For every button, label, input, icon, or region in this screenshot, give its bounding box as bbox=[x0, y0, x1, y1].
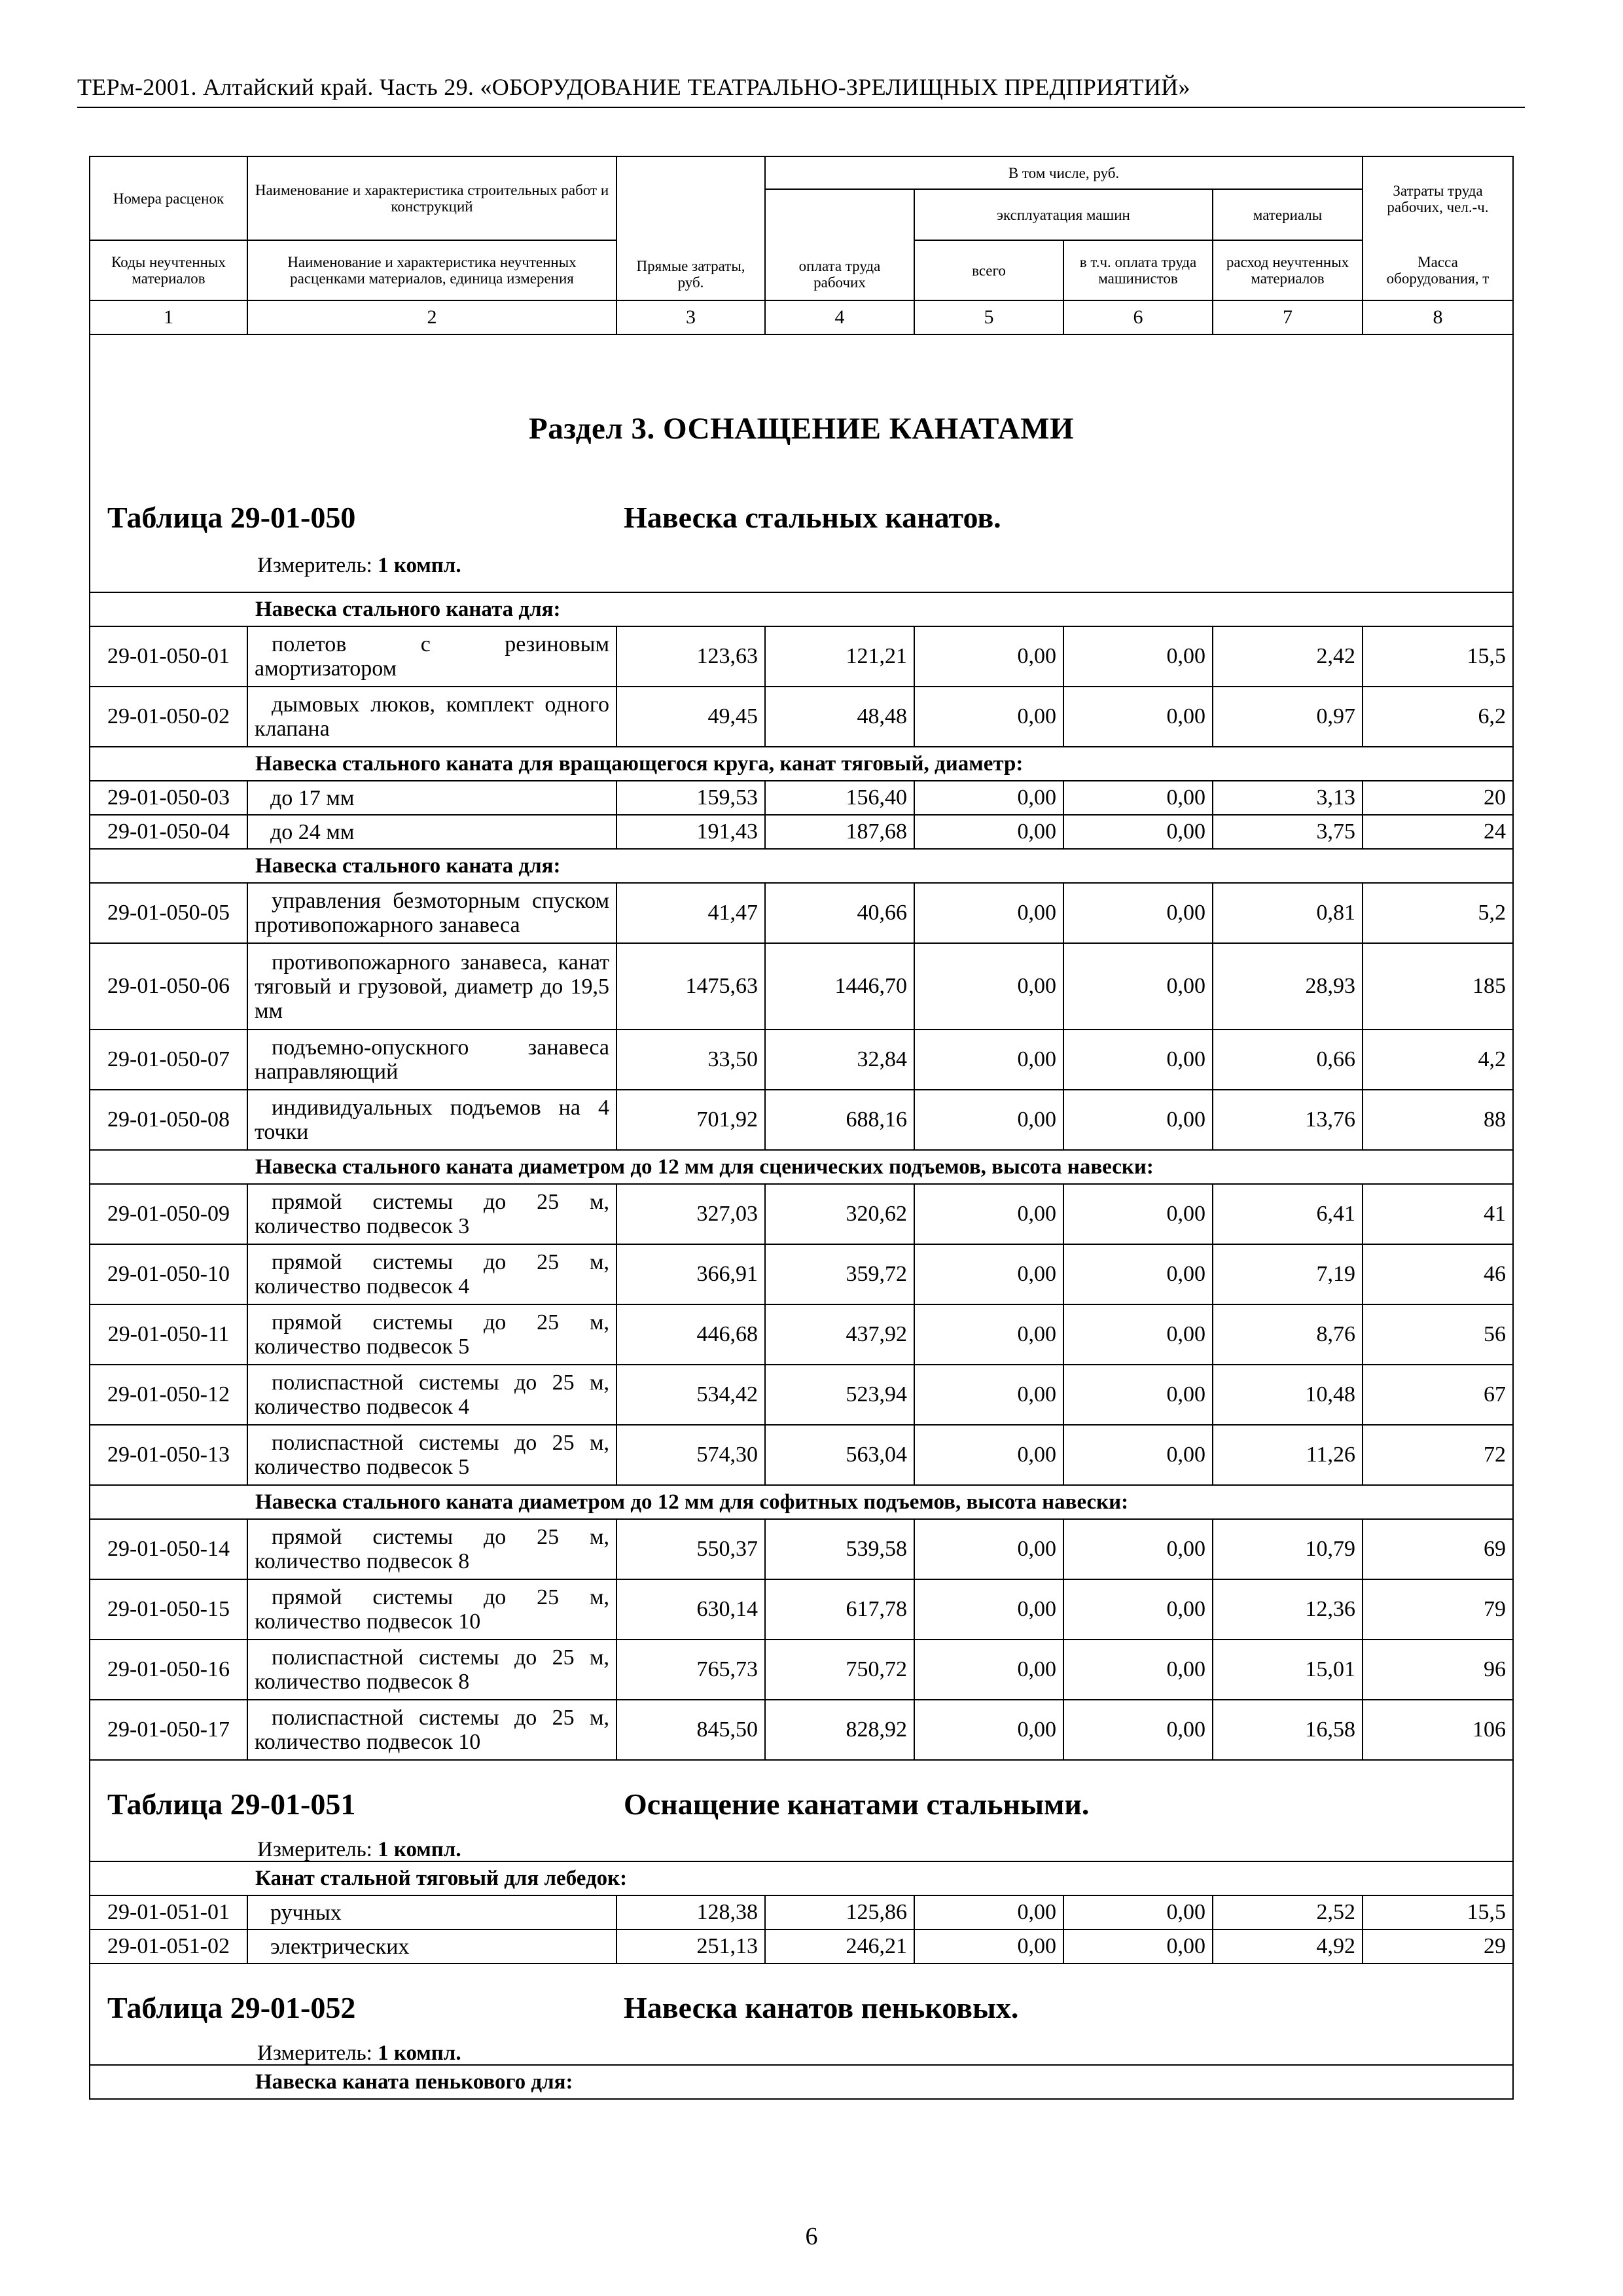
rate-row bbox=[90, 626, 1513, 687]
rate-labor-value: 79 bbox=[1363, 1579, 1513, 1640]
rate-code: 29-01-050-02 bbox=[90, 687, 247, 747]
rate-row bbox=[90, 1579, 1513, 1640]
rate-mach-value: 0,00 bbox=[914, 1184, 1063, 1244]
rate-description bbox=[247, 1365, 616, 1425]
rate-row bbox=[90, 781, 1513, 815]
col-head-labor-cost: Затраты труда рабочих, чел.-ч. bbox=[1363, 156, 1513, 240]
rate-mach-wages-value: 0,00 bbox=[1063, 1929, 1213, 1964]
rate-description bbox=[247, 815, 616, 849]
table-name: Навеска канатов пеньковых. bbox=[624, 1991, 1019, 2024]
rate-direct-value: 128,38 bbox=[616, 1895, 765, 1929]
rate-direct-value: 1475,63 bbox=[616, 943, 765, 1030]
rate-direct-value: 159,53 bbox=[616, 781, 765, 815]
table-title-row bbox=[90, 1964, 1513, 2065]
rate-mach-wages-value: 0,00 bbox=[1063, 1700, 1213, 1760]
rate-mach-wages-value: 0,00 bbox=[1063, 781, 1213, 815]
rate-description bbox=[247, 1700, 616, 1760]
rate-wages-value: 156,40 bbox=[765, 781, 914, 815]
rate-mach-wages-value: 0,00 bbox=[1063, 815, 1213, 849]
table-title-row bbox=[90, 334, 1513, 592]
group-title: Навеска стального каната для вращающегося круга, канат тяговый, диаметр: bbox=[90, 747, 1513, 781]
rate-labor-value: 46 bbox=[1363, 1244, 1513, 1304]
rate-row bbox=[90, 1030, 1513, 1090]
rate-mach-wages-value: 0,00 bbox=[1063, 1090, 1213, 1150]
rate-mach-value: 0,00 bbox=[914, 883, 1063, 943]
rate-direct-value: 574,30 bbox=[616, 1425, 765, 1485]
table-name: Оснащение канатами стальными. bbox=[624, 1787, 1090, 1821]
rate-description-text: до 24 мм bbox=[270, 819, 355, 844]
group-header-row bbox=[90, 747, 1513, 781]
rate-code: 29-01-050-17 bbox=[90, 1700, 247, 1760]
page-number: 6 bbox=[805, 2223, 818, 2250]
table-meter bbox=[257, 2041, 461, 2065]
rate-direct-value: 123,63 bbox=[616, 626, 765, 687]
meter-label: Измеритель: bbox=[257, 554, 372, 577]
group-title: Навеска стального каната диаметром до 12 мм для софитных подъемов, высота навески: bbox=[90, 1485, 1513, 1519]
col-head-rate-number: Номера расценок bbox=[90, 156, 247, 240]
rate-row bbox=[90, 1244, 1513, 1304]
meter-label: Измеритель: bbox=[257, 2041, 372, 2065]
rate-mach-value: 0,00 bbox=[914, 1519, 1063, 1579]
rate-code: 29-01-050-05 bbox=[90, 883, 247, 943]
rate-mat-value: 2,42 bbox=[1213, 626, 1363, 687]
rate-mach-value: 0,00 bbox=[914, 1700, 1063, 1760]
rate-wages-value: 40,66 bbox=[765, 883, 914, 943]
rate-mat-value: 3,13 bbox=[1213, 781, 1363, 815]
rate-mach-wages-value: 0,00 bbox=[1063, 687, 1213, 747]
rate-wages-value: 48,48 bbox=[765, 687, 914, 747]
rate-mach-wages-value: 0,00 bbox=[1063, 1304, 1213, 1365]
rate-code: 29-01-050-04 bbox=[90, 815, 247, 849]
rate-row bbox=[90, 1895, 1513, 1929]
rate-mach-value: 0,00 bbox=[914, 1304, 1063, 1365]
rate-direct-value: 630,14 bbox=[616, 1579, 765, 1640]
rate-description-text: полиспастной системы до 25 м, количество подвесок 8 bbox=[255, 1645, 609, 1694]
rate-wages-value: 563,04 bbox=[765, 1425, 914, 1485]
rate-mach-wages-value: 0,00 bbox=[1063, 1579, 1213, 1640]
rate-row bbox=[90, 1700, 1513, 1760]
col-head-work-name: Наименование и характеристика строительных работ и конструкций bbox=[247, 156, 616, 240]
rate-code: 29-01-050-13 bbox=[90, 1425, 247, 1485]
col-number: 8 bbox=[1363, 300, 1513, 334]
section-title: Раздел 3. ОСНАЩЕНИЕ КАНАТАМИ bbox=[529, 412, 1075, 446]
rate-code: 29-01-050-06 bbox=[90, 943, 247, 1030]
rate-description bbox=[247, 1244, 616, 1304]
rate-mach-value: 0,00 bbox=[914, 1895, 1063, 1929]
rate-description bbox=[247, 1425, 616, 1485]
rate-mach-value: 0,00 bbox=[914, 1030, 1063, 1090]
rate-wages-value: 1446,70 bbox=[765, 943, 914, 1030]
rate-direct-value: 701,92 bbox=[616, 1090, 765, 1150]
group-title: Навеска каната пенькового для: bbox=[90, 2065, 1513, 2099]
rate-description-text: полиспастной системы до 25 м, количество подвесок 4 bbox=[255, 1371, 609, 1419]
rate-description-text: прямой системы до 25 м, количество подвесок 4 bbox=[255, 1250, 609, 1299]
rate-wages-value: 320,62 bbox=[765, 1184, 914, 1244]
column-numbers-row bbox=[90, 300, 1513, 334]
rate-code: 29-01-050-12 bbox=[90, 1365, 247, 1425]
rate-description-text: индивидуальных подъемов на 4 точки bbox=[255, 1096, 609, 1144]
rate-labor-value: 15,5 bbox=[1363, 626, 1513, 687]
group-title: Навеска стального каната для: bbox=[90, 592, 1513, 626]
rate-code: 29-01-050-08 bbox=[90, 1090, 247, 1150]
rate-labor-value: 67 bbox=[1363, 1365, 1513, 1425]
rate-wages-value: 359,72 bbox=[765, 1244, 914, 1304]
meter-label: Измеритель: bbox=[257, 1838, 372, 1861]
rate-code: 29-01-050-11 bbox=[90, 1304, 247, 1365]
col-number: 6 bbox=[1063, 300, 1213, 334]
rate-wages-value: 32,84 bbox=[765, 1030, 914, 1090]
rate-row bbox=[90, 815, 1513, 849]
rate-labor-value: 96 bbox=[1363, 1640, 1513, 1700]
rate-row bbox=[90, 943, 1513, 1030]
group-title: Навеска стального каната для: bbox=[90, 849, 1513, 883]
rate-code: 29-01-050-07 bbox=[90, 1030, 247, 1090]
rate-mat-value: 2,52 bbox=[1213, 1895, 1363, 1929]
col-head-material-usage: расход неучтенных материалов bbox=[1213, 240, 1363, 300]
table-title-row bbox=[90, 1760, 1513, 1861]
rate-mat-value: 0,66 bbox=[1213, 1030, 1363, 1090]
rate-wages-value: 750,72 bbox=[765, 1640, 914, 1700]
rate-description-text: управления безмоторным спуском противопожарного занавеса bbox=[255, 889, 609, 937]
col-number: 7 bbox=[1213, 300, 1363, 334]
rate-mach-value: 0,00 bbox=[914, 1579, 1063, 1640]
rate-labor-value: 6,2 bbox=[1363, 687, 1513, 747]
rate-wages-value: 246,21 bbox=[765, 1929, 914, 1964]
rate-mat-value: 7,19 bbox=[1213, 1244, 1363, 1304]
rate-labor-value: 20 bbox=[1363, 781, 1513, 815]
rate-row bbox=[90, 1519, 1513, 1579]
col-number: 2 bbox=[247, 300, 616, 334]
col-head-materials: материалы bbox=[1213, 189, 1363, 240]
col-head-material-codes: Коды неучтенных материалов bbox=[90, 240, 247, 300]
rate-labor-value: 88 bbox=[1363, 1090, 1513, 1150]
rate-mach-wages-value: 0,00 bbox=[1063, 1365, 1213, 1425]
table-number: Таблица 29-01-051 bbox=[107, 1787, 356, 1821]
rate-mach-wages-value: 0,00 bbox=[1063, 943, 1213, 1030]
rate-mach-value: 0,00 bbox=[914, 1090, 1063, 1150]
rate-code: 29-01-050-10 bbox=[90, 1244, 247, 1304]
rate-description-text: прямой системы до 25 м, количество подвесок 8 bbox=[255, 1525, 609, 1573]
col-head-material-name: Наименование и характеристика неучтенных расценками материалов, единица измерения bbox=[247, 240, 616, 300]
rate-direct-value: 534,42 bbox=[616, 1365, 765, 1425]
rate-row bbox=[90, 1425, 1513, 1485]
rate-wages-value: 187,68 bbox=[765, 815, 914, 849]
rate-direct-value: 41,47 bbox=[616, 883, 765, 943]
rate-labor-value: 185 bbox=[1363, 943, 1513, 1030]
rate-wages-value: 125,86 bbox=[765, 1895, 914, 1929]
rate-row bbox=[90, 1184, 1513, 1244]
rate-labor-value: 15,5 bbox=[1363, 1895, 1513, 1929]
table-title-cell bbox=[90, 1760, 1513, 1861]
rate-description-text: противопожарного занавеса, канат тяговый и грузовой, диаметр до 19,5 мм bbox=[255, 950, 609, 1023]
col-head-including: В том числе, руб. bbox=[765, 156, 1363, 189]
rate-mat-value: 3,75 bbox=[1213, 815, 1363, 849]
table-title-cell bbox=[90, 1964, 1513, 2065]
rate-description-text: полиспастной системы до 25 м, количество подвесок 10 bbox=[255, 1706, 609, 1754]
table-number: Таблица 29-01-052 bbox=[107, 1991, 356, 2024]
col-head-machines: эксплуатация машин bbox=[914, 189, 1213, 240]
rate-mach-wages-value: 0,00 bbox=[1063, 1244, 1213, 1304]
rate-row bbox=[90, 1304, 1513, 1365]
rate-description bbox=[247, 1929, 616, 1964]
rate-description-text: прямой системы до 25 м, количество подвесок 3 bbox=[255, 1190, 609, 1238]
rate-mach-wages-value: 0,00 bbox=[1063, 1640, 1213, 1700]
table-body bbox=[90, 156, 1513, 2099]
rate-mat-value: 12,36 bbox=[1213, 1579, 1363, 1640]
rate-code: 29-01-050-09 bbox=[90, 1184, 247, 1244]
rate-labor-value: 29 bbox=[1363, 1929, 1513, 1964]
rate-description bbox=[247, 1090, 616, 1150]
rate-wages-value: 688,16 bbox=[765, 1090, 914, 1150]
rate-description bbox=[247, 1030, 616, 1090]
rate-labor-value: 24 bbox=[1363, 815, 1513, 849]
group-header-row bbox=[90, 2065, 1513, 2099]
rate-row bbox=[90, 1090, 1513, 1150]
rate-row bbox=[90, 1640, 1513, 1700]
rate-mat-value: 13,76 bbox=[1213, 1090, 1363, 1150]
running-title: ТЕРм-2001. Алтайский край. Часть 29. «ОБОРУДОВАНИЕ ТЕАТРАЛЬНО-ЗРЕЛИЩНЫХ ПРЕДПРИЯТИЙ» bbox=[77, 74, 1190, 100]
rate-mat-value: 10,79 bbox=[1213, 1519, 1363, 1579]
rate-description bbox=[247, 687, 616, 747]
rate-code: 29-01-051-01 bbox=[90, 1895, 247, 1929]
rate-direct-value: 765,73 bbox=[616, 1640, 765, 1700]
rate-description-text: прямой системы до 25 м, количество подвесок 5 bbox=[255, 1310, 609, 1359]
rate-description-text: подъемно-опускного занавеса направляющий bbox=[255, 1035, 609, 1084]
rate-description bbox=[247, 1304, 616, 1365]
table-meter bbox=[257, 554, 461, 578]
rate-labor-value: 5,2 bbox=[1363, 883, 1513, 943]
rate-mach-value: 0,00 bbox=[914, 1365, 1063, 1425]
meter-unit: 1 компл. bbox=[378, 2041, 461, 2065]
rate-description bbox=[247, 883, 616, 943]
rate-mach-wages-value: 0,00 bbox=[1063, 1519, 1213, 1579]
rate-code: 29-01-050-14 bbox=[90, 1519, 247, 1579]
rate-mach-value: 0,00 bbox=[914, 815, 1063, 849]
col-number: 4 bbox=[765, 300, 914, 334]
rate-code: 29-01-051-02 bbox=[90, 1929, 247, 1964]
rate-mat-value: 6,41 bbox=[1213, 1184, 1363, 1244]
rate-description-text: ручных bbox=[270, 1900, 342, 1925]
rate-wages-value: 121,21 bbox=[765, 626, 914, 687]
rate-code: 29-01-050-03 bbox=[90, 781, 247, 815]
rate-mat-value: 15,01 bbox=[1213, 1640, 1363, 1700]
rate-labor-value: 72 bbox=[1363, 1425, 1513, 1485]
rate-description-text: прямой системы до 25 м, количество подвесок 10 bbox=[255, 1585, 609, 1634]
col-head-machinist-wages: в т.ч. оплата труда машинистов bbox=[1063, 240, 1213, 300]
rate-mach-value: 0,00 bbox=[914, 1244, 1063, 1304]
rate-wages-value: 437,92 bbox=[765, 1304, 914, 1365]
meter-unit: 1 компл. bbox=[378, 554, 461, 577]
rate-row bbox=[90, 1365, 1513, 1425]
rate-description-text: дымовых люков, комплект одного клапана bbox=[255, 692, 609, 741]
rate-direct-value: 191,43 bbox=[616, 815, 765, 849]
table-meter bbox=[257, 1838, 461, 1861]
header-rule bbox=[77, 107, 1525, 108]
rate-row bbox=[90, 1929, 1513, 1964]
group-title: Навеска стального каната диаметром до 12 мм для сценических подъемов, высота навески: bbox=[90, 1150, 1513, 1184]
rate-mat-value: 10,48 bbox=[1213, 1365, 1363, 1425]
rate-description bbox=[247, 1519, 616, 1579]
rate-description bbox=[247, 1579, 616, 1640]
col-head-wages: оплата труда рабочих bbox=[765, 189, 914, 300]
rate-mach-value: 0,00 bbox=[914, 687, 1063, 747]
rate-mat-value: 4,92 bbox=[1213, 1929, 1363, 1964]
meter-unit: 1 компл. bbox=[378, 1838, 461, 1861]
rate-mach-wages-value: 0,00 bbox=[1063, 626, 1213, 687]
rate-mach-wages-value: 0,00 bbox=[1063, 1184, 1213, 1244]
rate-mat-value: 0,81 bbox=[1213, 883, 1363, 943]
rate-direct-value: 49,45 bbox=[616, 687, 765, 747]
rate-wages-value: 617,78 bbox=[765, 1579, 914, 1640]
col-number: 3 bbox=[616, 300, 765, 334]
table-name: Навеска стальных канатов. bbox=[624, 501, 1001, 534]
rate-direct-value: 845,50 bbox=[616, 1700, 765, 1760]
group-header-row bbox=[90, 1485, 1513, 1519]
rate-labor-value: 4,2 bbox=[1363, 1030, 1513, 1090]
group-header-row bbox=[90, 1150, 1513, 1184]
rates-table bbox=[89, 156, 1514, 2100]
rate-direct-value: 327,03 bbox=[616, 1184, 765, 1244]
rate-mach-value: 0,00 bbox=[914, 1425, 1063, 1485]
rate-wages-value: 828,92 bbox=[765, 1700, 914, 1760]
rate-mat-value: 8,76 bbox=[1213, 1304, 1363, 1365]
col-number: 5 bbox=[914, 300, 1063, 334]
rate-labor-value: 41 bbox=[1363, 1184, 1513, 1244]
rate-description-text: до 17 мм bbox=[270, 785, 355, 810]
rate-description bbox=[247, 1184, 616, 1244]
rate-row bbox=[90, 687, 1513, 747]
rate-mach-value: 0,00 bbox=[914, 1929, 1063, 1964]
rate-code: 29-01-050-01 bbox=[90, 626, 247, 687]
rate-direct-value: 550,37 bbox=[616, 1519, 765, 1579]
rate-direct-value: 251,13 bbox=[616, 1929, 765, 1964]
rate-description bbox=[247, 1895, 616, 1929]
group-header-row bbox=[90, 1861, 1513, 1895]
col-head-equipment-mass: Масса оборудования, т bbox=[1363, 240, 1513, 300]
rate-labor-value: 106 bbox=[1363, 1700, 1513, 1760]
rate-description bbox=[247, 1640, 616, 1700]
rates-table-frame bbox=[89, 156, 1512, 2100]
rate-mach-wages-value: 0,00 bbox=[1063, 1030, 1213, 1090]
rate-mach-value: 0,00 bbox=[914, 943, 1063, 1030]
rate-mat-value: 16,58 bbox=[1213, 1700, 1363, 1760]
rate-description bbox=[247, 781, 616, 815]
table-title-cell bbox=[90, 334, 1513, 592]
rate-direct-value: 366,91 bbox=[616, 1244, 765, 1304]
rate-description-text: электрических bbox=[270, 1934, 410, 1959]
col-head-machines-total: всего bbox=[914, 240, 1063, 300]
rate-direct-value: 33,50 bbox=[616, 1030, 765, 1090]
rate-mach-wages-value: 0,00 bbox=[1063, 883, 1213, 943]
rate-labor-value: 69 bbox=[1363, 1519, 1513, 1579]
group-header-row bbox=[90, 849, 1513, 883]
rate-description bbox=[247, 943, 616, 1030]
rate-description-text: полетов с резиновым амортизатором bbox=[255, 632, 609, 681]
rate-wages-value: 523,94 bbox=[765, 1365, 914, 1425]
rate-code: 29-01-050-16 bbox=[90, 1640, 247, 1700]
rate-code: 29-01-050-15 bbox=[90, 1579, 247, 1640]
rate-mat-value: 0,97 bbox=[1213, 687, 1363, 747]
rate-mat-value: 28,93 bbox=[1213, 943, 1363, 1030]
rate-mach-value: 0,00 bbox=[914, 626, 1063, 687]
rate-direct-value: 446,68 bbox=[616, 1304, 765, 1365]
rate-mach-value: 0,00 bbox=[914, 781, 1063, 815]
rate-mat-value: 11,26 bbox=[1213, 1425, 1363, 1485]
group-header-row bbox=[90, 592, 1513, 626]
rate-row bbox=[90, 883, 1513, 943]
rate-description bbox=[247, 626, 616, 687]
col-head-direct-cost: Прямые затраты, руб. bbox=[616, 156, 765, 300]
rate-mach-value: 0,00 bbox=[914, 1640, 1063, 1700]
col-number: 1 bbox=[90, 300, 247, 334]
rate-mach-wages-value: 0,00 bbox=[1063, 1425, 1213, 1485]
group-title: Канат стальной тяговый для лебедок: bbox=[90, 1861, 1513, 1895]
rate-description-text: полиспастной системы до 25 м, количество подвесок 5 bbox=[255, 1431, 609, 1479]
table-number: Таблица 29-01-050 bbox=[107, 501, 356, 534]
rate-wages-value: 539,58 bbox=[765, 1519, 914, 1579]
rate-mach-wages-value: 0,00 bbox=[1063, 1895, 1213, 1929]
rate-labor-value: 56 bbox=[1363, 1304, 1513, 1365]
